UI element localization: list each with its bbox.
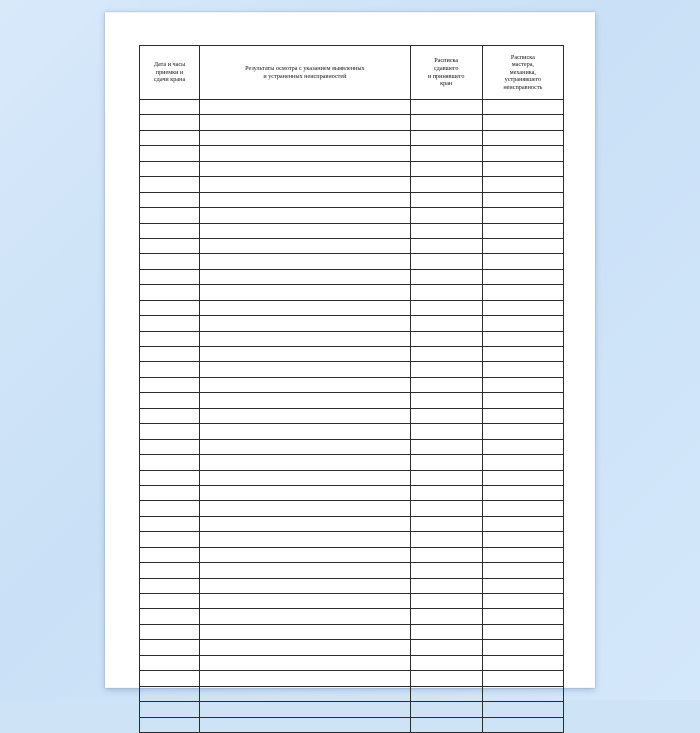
table-cell[interactable] bbox=[200, 130, 410, 145]
table-cell[interactable] bbox=[140, 300, 200, 315]
table-cell[interactable] bbox=[482, 393, 563, 408]
table-cell[interactable] bbox=[482, 485, 563, 500]
table-cell[interactable] bbox=[410, 161, 482, 176]
table-cell[interactable] bbox=[140, 161, 200, 176]
table-cell[interactable] bbox=[410, 100, 482, 115]
table-cell[interactable] bbox=[482, 161, 563, 176]
table-cell[interactable] bbox=[140, 686, 200, 701]
table-cell[interactable] bbox=[140, 671, 200, 686]
table-cell[interactable] bbox=[200, 161, 410, 176]
table-row bbox=[140, 377, 564, 392]
table-cell[interactable] bbox=[482, 470, 563, 485]
table-cell[interactable] bbox=[410, 208, 482, 223]
table-cell[interactable] bbox=[482, 516, 563, 531]
table-cell[interactable] bbox=[482, 377, 563, 392]
table-cell[interactable] bbox=[200, 377, 410, 392]
table-cell[interactable] bbox=[200, 362, 410, 377]
table-cell[interactable] bbox=[140, 501, 200, 516]
table-cell[interactable] bbox=[410, 362, 482, 377]
table-row bbox=[140, 208, 564, 223]
table-cell[interactable] bbox=[482, 594, 563, 609]
table-row bbox=[140, 717, 564, 732]
header-line: сдавшего bbox=[433, 64, 459, 72]
table-cell[interactable] bbox=[482, 671, 563, 686]
table-cell[interactable] bbox=[410, 254, 482, 269]
table-cell[interactable] bbox=[410, 223, 482, 238]
table-cell[interactable] bbox=[140, 455, 200, 470]
table-cell[interactable] bbox=[200, 285, 410, 300]
table-cell[interactable] bbox=[200, 316, 410, 331]
table-cell[interactable] bbox=[482, 100, 563, 115]
table-cell[interactable] bbox=[410, 347, 482, 362]
table-row bbox=[140, 254, 564, 269]
header-line: приемки и bbox=[155, 68, 184, 76]
table-cell[interactable] bbox=[140, 238, 200, 253]
header-line: устранявшего bbox=[504, 76, 542, 84]
table-cell[interactable] bbox=[410, 455, 482, 470]
table-cell[interactable] bbox=[140, 424, 200, 439]
table-cell[interactable] bbox=[140, 223, 200, 238]
table-cell[interactable] bbox=[410, 439, 482, 454]
table-cell[interactable] bbox=[200, 331, 410, 346]
table-cell[interactable] bbox=[200, 609, 410, 624]
table-cell[interactable] bbox=[200, 192, 410, 207]
table-cell[interactable] bbox=[482, 269, 563, 284]
table-cell[interactable] bbox=[482, 532, 563, 547]
header-line: Дата и часы bbox=[153, 61, 186, 69]
header-line: сдачи крана bbox=[153, 76, 186, 84]
table-cell[interactable] bbox=[140, 547, 200, 562]
table-cell[interactable] bbox=[410, 408, 482, 423]
table-cell[interactable] bbox=[200, 563, 410, 578]
table-cell[interactable] bbox=[140, 115, 200, 130]
table-cell[interactable] bbox=[200, 393, 410, 408]
table-cell[interactable] bbox=[200, 115, 410, 130]
table-row bbox=[140, 269, 564, 284]
table-cell[interactable] bbox=[482, 609, 563, 624]
table-row bbox=[140, 285, 564, 300]
table-row bbox=[140, 408, 564, 423]
table-cell[interactable] bbox=[140, 254, 200, 269]
table-cell[interactable] bbox=[140, 285, 200, 300]
table-cell[interactable] bbox=[482, 578, 563, 593]
table-cell[interactable] bbox=[410, 609, 482, 624]
table-row bbox=[140, 331, 564, 346]
table-row bbox=[140, 177, 564, 192]
table-cell[interactable] bbox=[140, 130, 200, 145]
table-row bbox=[140, 347, 564, 362]
table-cell[interactable] bbox=[200, 300, 410, 315]
table-cell[interactable] bbox=[140, 578, 200, 593]
table-cell[interactable] bbox=[140, 208, 200, 223]
table-cell[interactable] bbox=[482, 223, 563, 238]
table-cell[interactable] bbox=[200, 578, 410, 593]
table-cell[interactable] bbox=[482, 285, 563, 300]
table-cell[interactable] bbox=[410, 393, 482, 408]
table-row bbox=[140, 439, 564, 454]
header-line: кран bbox=[440, 80, 453, 88]
table-cell[interactable] bbox=[410, 146, 482, 161]
table-cell[interactable] bbox=[410, 624, 482, 639]
table-cell[interactable] bbox=[200, 501, 410, 516]
table-row bbox=[140, 640, 564, 655]
table-cell[interactable] bbox=[200, 100, 410, 115]
table-cell[interactable] bbox=[200, 408, 410, 423]
table-cell[interactable] bbox=[140, 624, 200, 639]
table-row bbox=[140, 501, 564, 516]
column-header-date-time bbox=[140, 46, 200, 100]
table-cell[interactable] bbox=[200, 671, 410, 686]
table-cell[interactable] bbox=[140, 408, 200, 423]
table-cell[interactable] bbox=[482, 455, 563, 470]
table-cell[interactable] bbox=[482, 408, 563, 423]
table-cell[interactable] bbox=[482, 300, 563, 315]
table-cell[interactable] bbox=[140, 470, 200, 485]
table-cell[interactable] bbox=[200, 516, 410, 531]
table-cell[interactable] bbox=[140, 316, 200, 331]
table-cell[interactable] bbox=[200, 269, 410, 284]
table-cell[interactable] bbox=[140, 177, 200, 192]
table-row bbox=[140, 594, 564, 609]
table-cell[interactable] bbox=[482, 424, 563, 439]
table-cell[interactable] bbox=[482, 331, 563, 346]
table-cell[interactable] bbox=[482, 208, 563, 223]
table-cell[interactable] bbox=[482, 686, 563, 701]
table-cell[interactable] bbox=[410, 300, 482, 315]
table-row bbox=[140, 393, 564, 408]
header-line: и принявшего bbox=[427, 72, 465, 80]
table-cell[interactable] bbox=[482, 146, 563, 161]
header-line: неисправность bbox=[503, 83, 543, 91]
table-row bbox=[140, 532, 564, 547]
table-body bbox=[140, 100, 564, 733]
page-edge-bottom bbox=[105, 687, 595, 688]
table-row bbox=[140, 115, 564, 130]
table-cell[interactable] bbox=[482, 130, 563, 145]
table-row bbox=[140, 485, 564, 500]
table-cell[interactable] bbox=[410, 640, 482, 655]
table-cell[interactable] bbox=[140, 516, 200, 531]
table-cell[interactable] bbox=[482, 702, 563, 717]
table-cell[interactable] bbox=[200, 655, 410, 670]
table-cell[interactable] bbox=[140, 347, 200, 362]
table-cell[interactable] bbox=[140, 532, 200, 547]
table-cell[interactable] bbox=[200, 640, 410, 655]
table-cell[interactable] bbox=[140, 702, 200, 717]
table-cell[interactable] bbox=[410, 470, 482, 485]
table-cell[interactable] bbox=[482, 640, 563, 655]
table-cell[interactable] bbox=[410, 532, 482, 547]
table-cell[interactable] bbox=[410, 547, 482, 562]
table-cell[interactable] bbox=[410, 177, 482, 192]
table-cell[interactable] bbox=[410, 702, 482, 717]
table-cell[interactable] bbox=[410, 316, 482, 331]
header-line: и устраненных неисправностей bbox=[263, 72, 347, 80]
table-cell[interactable] bbox=[410, 285, 482, 300]
header-line: мастера, bbox=[511, 61, 534, 69]
table-row bbox=[140, 223, 564, 238]
table-cell[interactable] bbox=[140, 717, 200, 732]
page-content-area bbox=[105, 12, 595, 688]
table-cell[interactable] bbox=[200, 177, 410, 192]
table-cell[interactable] bbox=[482, 192, 563, 207]
table-row bbox=[140, 609, 564, 624]
table-cell[interactable] bbox=[140, 393, 200, 408]
table-cell[interactable] bbox=[200, 594, 410, 609]
table-cell[interactable] bbox=[482, 501, 563, 516]
table-cell[interactable] bbox=[410, 686, 482, 701]
table-cell[interactable] bbox=[482, 439, 563, 454]
table-cell[interactable] bbox=[482, 115, 563, 130]
table-cell[interactable] bbox=[410, 377, 482, 392]
table-cell[interactable] bbox=[410, 130, 482, 145]
column-header-signature-handover bbox=[410, 46, 482, 100]
table-cell[interactable] bbox=[200, 485, 410, 500]
table-row bbox=[140, 578, 564, 593]
table-row bbox=[140, 316, 564, 331]
table-cell[interactable] bbox=[140, 377, 200, 392]
table-header bbox=[140, 46, 564, 100]
table-cell[interactable] bbox=[410, 717, 482, 732]
table-cell[interactable] bbox=[410, 424, 482, 439]
table-cell[interactable] bbox=[482, 254, 563, 269]
table-cell[interactable] bbox=[140, 331, 200, 346]
table-cell[interactable] bbox=[410, 115, 482, 130]
table-cell[interactable] bbox=[482, 655, 563, 670]
table-cell[interactable] bbox=[140, 146, 200, 161]
table-cell[interactable] bbox=[410, 655, 482, 670]
table-row bbox=[140, 671, 564, 686]
table-row bbox=[140, 130, 564, 145]
header-line: Расписка bbox=[434, 57, 459, 65]
document-page bbox=[105, 12, 595, 688]
table-row bbox=[140, 655, 564, 670]
table-cell[interactable] bbox=[200, 146, 410, 161]
table-cell[interactable] bbox=[140, 100, 200, 115]
table-cell[interactable] bbox=[410, 501, 482, 516]
table-row bbox=[140, 624, 564, 639]
table-cell[interactable] bbox=[200, 347, 410, 362]
table-cell[interactable] bbox=[200, 547, 410, 562]
table-header-row bbox=[140, 46, 564, 100]
table-row bbox=[140, 161, 564, 176]
column-header-signature-master bbox=[482, 46, 563, 100]
table-cell[interactable] bbox=[200, 470, 410, 485]
table-cell[interactable] bbox=[200, 717, 410, 732]
table-cell[interactable] bbox=[140, 609, 200, 624]
table-cell[interactable] bbox=[200, 532, 410, 547]
table-row bbox=[140, 470, 564, 485]
table-cell[interactable] bbox=[482, 624, 563, 639]
table-cell[interactable] bbox=[482, 347, 563, 362]
table-row bbox=[140, 362, 564, 377]
table-cell[interactable] bbox=[482, 563, 563, 578]
table-row bbox=[140, 146, 564, 161]
table-cell[interactable] bbox=[482, 316, 563, 331]
table-cell[interactable] bbox=[140, 655, 200, 670]
table-cell[interactable] bbox=[410, 578, 482, 593]
table-cell[interactable] bbox=[482, 547, 563, 562]
table-row bbox=[140, 686, 564, 701]
page-edge-top bbox=[105, 12, 595, 13]
table-cell[interactable] bbox=[140, 594, 200, 609]
header-line: механика, bbox=[509, 68, 536, 76]
table-cell[interactable] bbox=[410, 563, 482, 578]
table-cell[interactable] bbox=[410, 594, 482, 609]
header-line: Расписка bbox=[510, 53, 535, 61]
table-cell[interactable] bbox=[140, 192, 200, 207]
table-row bbox=[140, 424, 564, 439]
table-cell[interactable] bbox=[410, 485, 482, 500]
table-row bbox=[140, 702, 564, 717]
table-cell[interactable] bbox=[410, 238, 482, 253]
table-cell[interactable] bbox=[140, 269, 200, 284]
table-cell[interactable] bbox=[140, 640, 200, 655]
table-cell[interactable] bbox=[410, 516, 482, 531]
table-cell[interactable] bbox=[200, 439, 410, 454]
table-cell[interactable] bbox=[482, 717, 563, 732]
table-row bbox=[140, 547, 564, 562]
table-cell[interactable] bbox=[140, 485, 200, 500]
table-cell[interactable] bbox=[200, 208, 410, 223]
table-cell[interactable] bbox=[482, 238, 563, 253]
table-cell[interactable] bbox=[200, 424, 410, 439]
table-row bbox=[140, 455, 564, 470]
table-row bbox=[140, 100, 564, 115]
table-cell[interactable] bbox=[410, 269, 482, 284]
table-cell[interactable] bbox=[482, 362, 563, 377]
table-cell[interactable] bbox=[200, 702, 410, 717]
table-cell[interactable] bbox=[140, 563, 200, 578]
table-cell[interactable] bbox=[200, 238, 410, 253]
table-cell[interactable] bbox=[140, 439, 200, 454]
table-cell[interactable] bbox=[140, 362, 200, 377]
table-cell[interactable] bbox=[200, 686, 410, 701]
inspection-log-table bbox=[139, 45, 564, 733]
table-cell[interactable] bbox=[410, 671, 482, 686]
table-row bbox=[140, 192, 564, 207]
table-cell[interactable] bbox=[200, 223, 410, 238]
table-cell[interactable] bbox=[482, 177, 563, 192]
table-cell[interactable] bbox=[200, 254, 410, 269]
table-cell[interactable] bbox=[200, 624, 410, 639]
table-row bbox=[140, 238, 564, 253]
table-cell[interactable] bbox=[410, 192, 482, 207]
header-line: Результаты осмотра с указанием выявленных bbox=[245, 64, 365, 72]
table-row bbox=[140, 516, 564, 531]
table-row bbox=[140, 300, 564, 315]
table-cell[interactable] bbox=[200, 455, 410, 470]
table-cell[interactable] bbox=[410, 331, 482, 346]
column-header-inspection-results bbox=[200, 46, 410, 100]
table-row bbox=[140, 563, 564, 578]
